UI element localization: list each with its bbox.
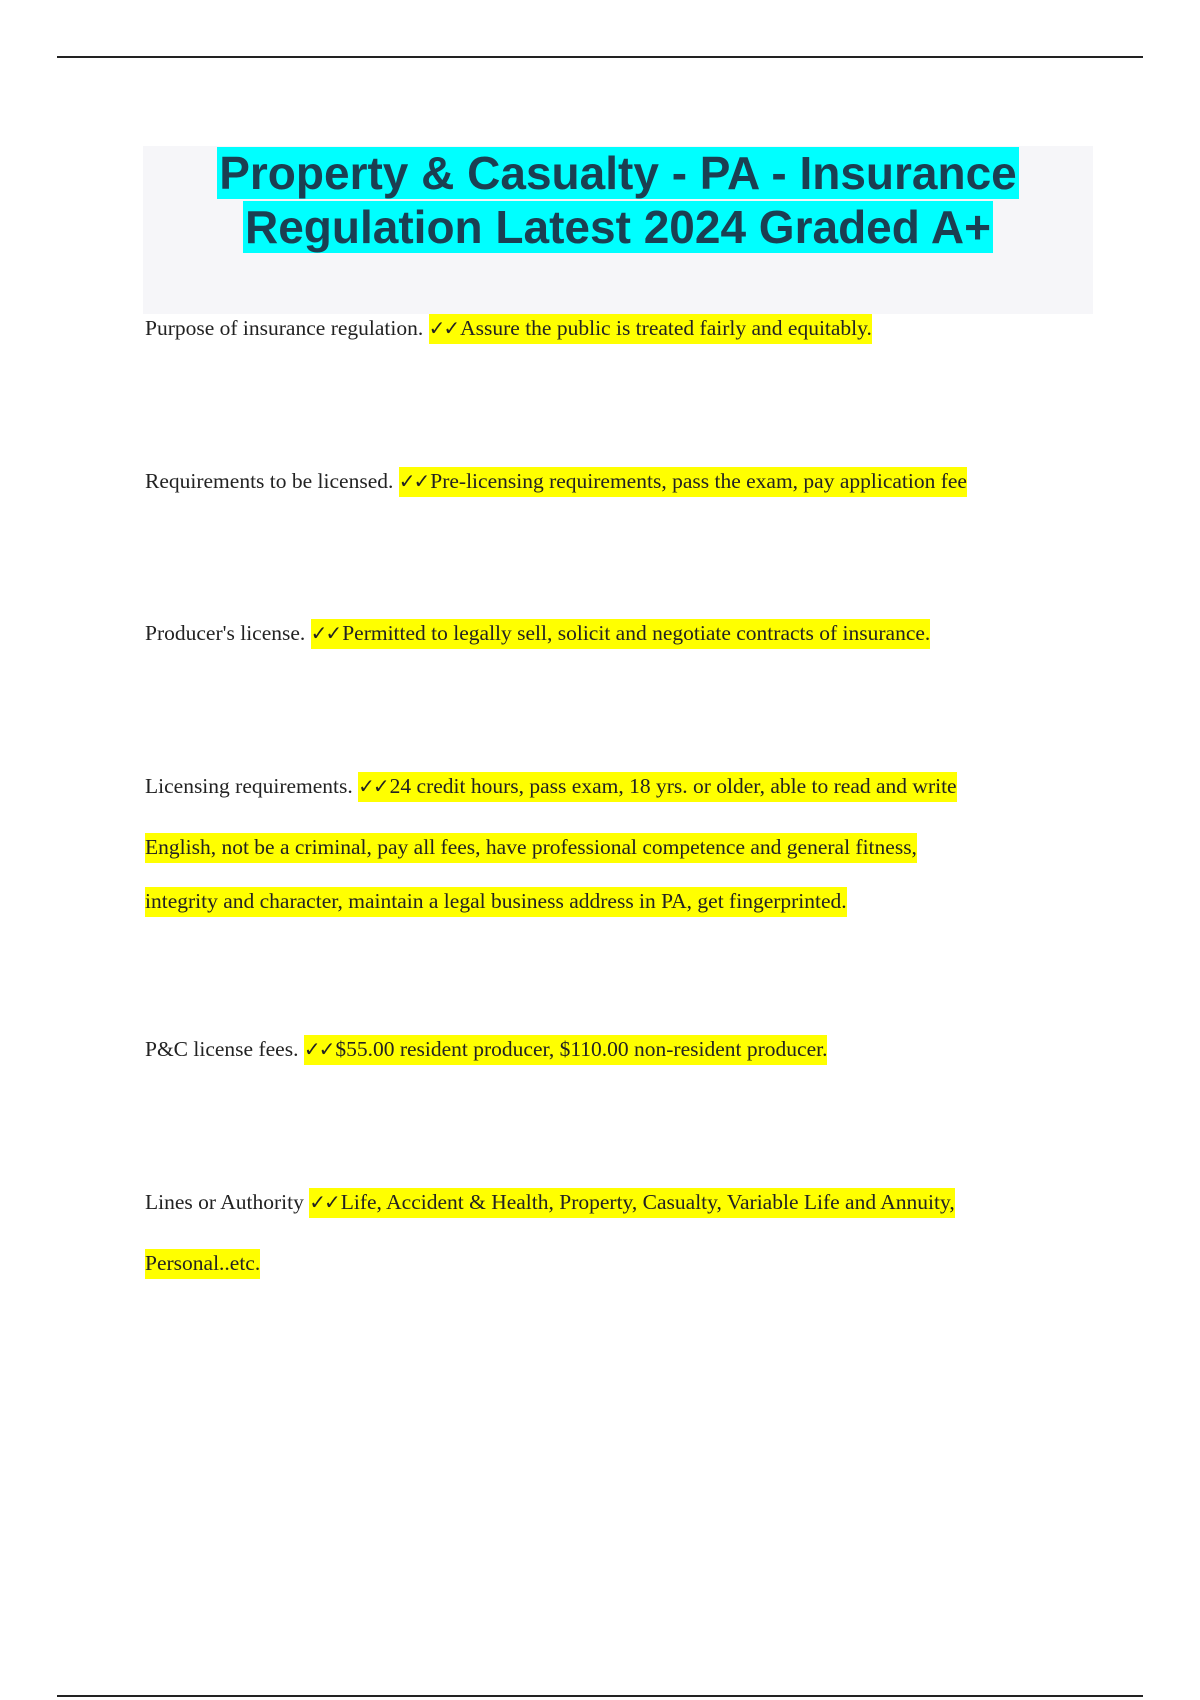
- qa-answer-text: Assure the public is treated fairly and equitably.: [460, 316, 872, 340]
- qa-answer-text: Permitted to legally sell, solicit and negotiate contracts of insurance.: [342, 621, 931, 645]
- qa-answer-text: 24 credit hours, pass exam, 18 yrs. or older, able to read and write: [389, 774, 957, 798]
- qa-term: Purpose of insurance regulation.: [145, 316, 424, 340]
- double-check-icon: ✓✓: [303, 1037, 334, 1061]
- qa-term: Requirements to be licensed.: [145, 469, 394, 493]
- double-check-icon: ✓✓: [309, 1190, 339, 1214]
- qa-term: Producer's license.: [145, 621, 306, 645]
- title-line-2: Regulation Latest 2024 Graded A+: [244, 201, 992, 253]
- qa-answer-text: Personal..etc.: [145, 1249, 260, 1279]
- qa-answer-highlight: [304, 1035, 828, 1065]
- qa-answer-text: Pre-licensing requirements, pass the exam, pay application fee: [430, 469, 967, 493]
- double-check-icon: ✓✓: [398, 469, 429, 493]
- qa-term: Licensing requirements.: [145, 774, 353, 798]
- document-title: [143, 146, 1093, 254]
- qa-line: [145, 623, 930, 645]
- qa-answer-highlight: [429, 314, 872, 344]
- double-check-icon: ✓✓: [428, 316, 459, 340]
- qa-term: Lines or Authority: [145, 1190, 304, 1214]
- qa-line: [145, 1192, 955, 1214]
- qa-line: [145, 318, 872, 340]
- qa-answer-text: Life, Accident & Health, Property, Casualty, Variable Life and Annuity,: [340, 1190, 955, 1214]
- title-line-1: Property & Casualty - PA - Insurance: [219, 147, 1017, 199]
- header-rule: [57, 56, 1143, 58]
- qa-answer-text: integrity and character, maintain a legal business address in PA, get fingerprinted.: [145, 887, 847, 917]
- double-check-icon: ✓✓: [358, 774, 388, 798]
- qa-line: [145, 1253, 260, 1275]
- qa-answer-text: English, not be a criminal, pay all fees, have professional competence and general fitness,: [145, 833, 917, 863]
- double-check-icon: ✓✓: [310, 621, 341, 645]
- qa-answer-highlight: [399, 467, 967, 497]
- qa-line: [145, 891, 847, 913]
- qa-line: [145, 837, 917, 859]
- qa-term: P&C license fees.: [145, 1037, 299, 1061]
- qa-line: [145, 1039, 827, 1061]
- qa-line: [145, 471, 967, 493]
- footer-rule: [57, 1695, 1143, 1697]
- qa-answer-highlight: [358, 772, 956, 802]
- qa-answer-text: $55.00 resident producer, $110.00 non-resident producer.: [335, 1037, 828, 1061]
- qa-line: [145, 776, 957, 798]
- title-block: [143, 146, 1093, 314]
- qa-answer-highlight: [309, 1188, 955, 1218]
- qa-answer-highlight: [311, 619, 931, 649]
